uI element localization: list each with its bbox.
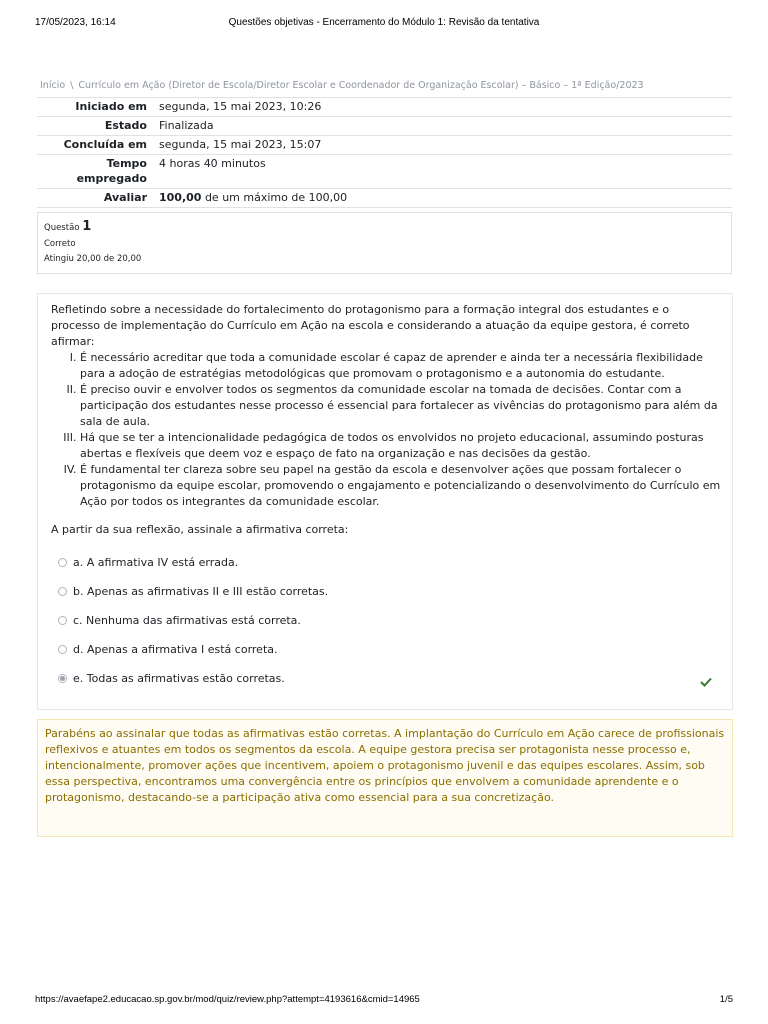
summary-label: Iniciado em [37, 98, 153, 117]
grade-score: 100,00 [159, 191, 202, 204]
statement-list [51, 350, 721, 510]
print-url: https://avaefape2.educacao.sp.gov.br/mod/quiz/review.php?attempt=4193616&cmid=14965 [35, 994, 420, 1005]
summary-label-line: Tempo [106, 157, 147, 170]
answer-label: d. Apenas a afirmativa I está correta. [73, 643, 278, 656]
question-number-value: 1 [82, 219, 92, 234]
summary-row-state [37, 117, 732, 136]
print-title: Questões objetivas - Encerramento do Módulo 1: Revisão da tentativa [228, 17, 540, 28]
attempt-summary-table [37, 97, 732, 208]
answer-option-a[interactable] [58, 556, 238, 569]
answer-option-d[interactable] [58, 643, 278, 656]
radio-button[interactable] [58, 645, 67, 654]
question-mark: Atingiu 20,00 de 20,00 [44, 254, 142, 264]
summary-value: 4 horas 40 minutos [153, 155, 732, 189]
question-status: Correto [44, 239, 76, 249]
radio-button-selected[interactable] [58, 674, 67, 683]
statement-item: II. É preciso ouvir e envolver todos os segmentos da comunidade escolar na tomada de decisões. Contar com a participação dos estudantes nesse processo é essencial para fortalecer as vivências do protagonismo para além da sala de aula. [80, 382, 721, 430]
answer-label: c. Nenhuma das afirmativas está correta. [73, 614, 301, 627]
question-content [37, 293, 733, 710]
summary-label: Estado [37, 117, 153, 136]
question-number-label: Questão [44, 223, 80, 233]
breadcrumb-home-link[interactable]: Início [40, 80, 66, 91]
summary-row-time [37, 155, 732, 189]
question-prompt: A partir da sua reflexão, assinale a afirmativa correta: [51, 523, 349, 536]
print-datetime: 17/05/2023, 16:14 [35, 17, 116, 28]
question-info-panel [37, 212, 732, 274]
breadcrumb-course-link[interactable]: Currículo em Ação (Diretor de Escola/Diretor Escolar e Coordenador de Organização Escolar) – Básico – 1ª Edição/2023 [78, 80, 644, 91]
answer-option-c[interactable] [58, 614, 301, 627]
summary-value: segunda, 15 mai 2023, 10:26 [153, 98, 732, 117]
answer-label: b. Apenas as afirmativas II e III estão corretas. [73, 585, 329, 598]
summary-row-started [37, 98, 732, 117]
answer-option-b[interactable] [58, 585, 328, 598]
answer-label: a. A afirmativa IV está errada. [73, 556, 239, 569]
radio-button[interactable] [58, 558, 67, 567]
radio-button[interactable] [58, 587, 67, 596]
radio-button[interactable] [58, 616, 67, 625]
summary-label [37, 155, 153, 189]
question-intro: Refletindo sobre a necessidade do fortalecimento do protagonismo para a formação integral dos estudantes e o processo de implementação do Currículo em Ação na escola e considerando a atuação da equipe gestora, é correto afirmar: [51, 303, 690, 348]
summary-value: Finalizada [153, 117, 732, 136]
statement-item: IV. É fundamental ter clareza sobre seu papel na gestão da escola e desenvolver ações que possam fortalecer o protagonismo da equipe escolar, promovendo o engajamento e potencializando o desenvolvimento do Currículo em Ação por todos os integrantes da comunidade escolar. [80, 462, 721, 510]
summary-row-completed [37, 136, 732, 155]
question-text [51, 302, 721, 510]
general-feedback: Parabéns ao assinalar que todas as afirmativas estão corretas. A implantação do Currículo em Ação carece de profissionais reflexivos e atuantes em todos os segmentos da escola. A equipe gestora precisa ser protagonista nesse processo e, intencionalmente, promover ações que incentivem, apoiem o protagonismo juvenil e das equipes escolares. Assim, sob essa perspectiva, encontramos uma convergência entre os princípios que envolvem a comunidade aprendente e o protagonismo, destacando-se a participação ativa como essencial para a sua concretização. [37, 719, 733, 837]
summary-label: Avaliar [37, 189, 153, 208]
summary-label-line: empregado [76, 172, 147, 185]
question-number [44, 219, 725, 234]
statement-item: I. É necessário acreditar que toda a comunidade escolar é capaz de aprender e ainda ter a necessária flexibilidade para a adoção de estratégias metodológicas que promovam o protagonismo e a autonomia do estudante. [80, 350, 721, 382]
print-page-number: 1/5 [719, 994, 733, 1005]
grade-max: de um máximo de 100,00 [204, 191, 348, 204]
summary-value: segunda, 15 mai 2023, 15:07 [153, 136, 732, 155]
breadcrumb-separator: \ [70, 80, 74, 91]
summary-value [153, 189, 732, 208]
answer-option-e[interactable] [58, 672, 285, 685]
breadcrumb [40, 80, 740, 91]
check-icon [700, 672, 712, 691]
summary-row-grade [37, 189, 732, 208]
answer-label: e. Todas as afirmativas estão corretas. [73, 672, 285, 685]
statement-item: III. Há que se ter a intencionalidade pedagógica de todos os envolvidos no projeto educacional, assumindo posturas abertas e flexíveis que deem voz e espaço de fato na organização e nas decisões da gestão. [80, 430, 721, 462]
summary-label: Concluída em [37, 136, 153, 155]
